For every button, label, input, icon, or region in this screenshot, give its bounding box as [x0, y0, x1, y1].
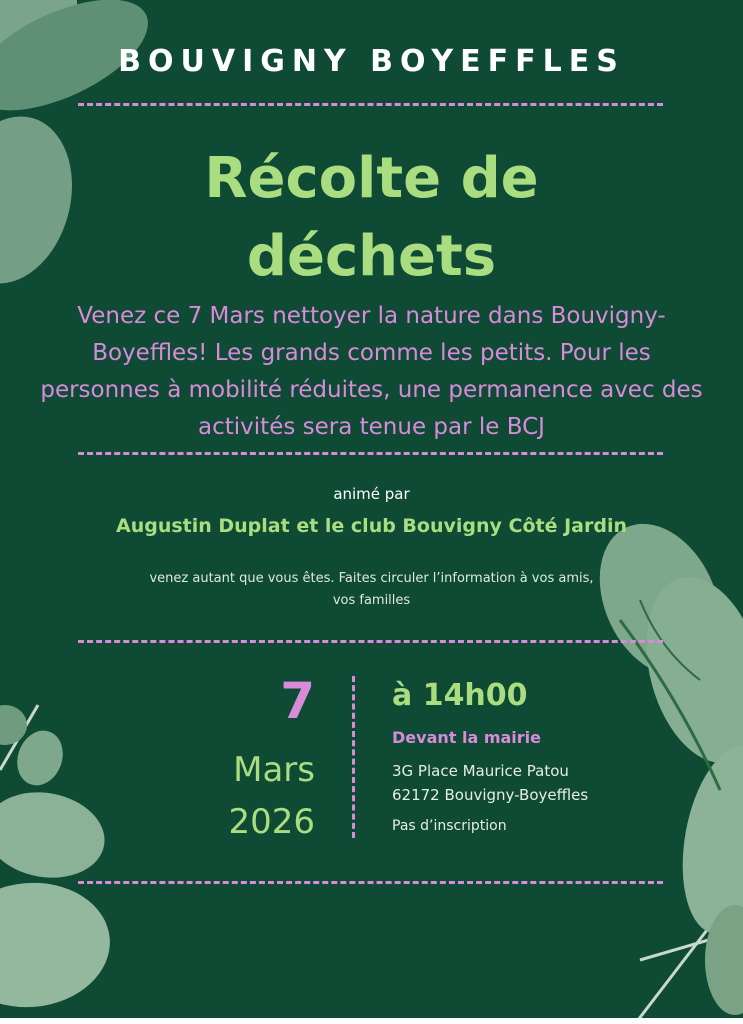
event-time: à 14h00 — [392, 678, 528, 713]
address-line-2: 62172 Bouvigny-Boyeffles — [392, 786, 589, 804]
address-line-1: 3G Place Maurice Patou — [392, 762, 569, 780]
animated-by-label: animé par — [333, 485, 410, 503]
title-line-2: déchets — [246, 224, 497, 289]
invite-line-1: venez autant que vous êtes. Faites circuler l’information à vos amis, — [149, 571, 594, 586]
invite-line-2: vos familles — [332, 593, 411, 608]
divider-bottom — [78, 881, 663, 884]
event-title — [0, 140, 743, 296]
event-month: Mars — [233, 750, 315, 790]
event-intro — [0, 298, 743, 446]
divider-middle — [78, 452, 663, 455]
registration-note: Pas d’inscription — [392, 818, 507, 834]
title-line-1: Récolte de — [204, 146, 539, 211]
eucalyptus-leaves-left — [0, 705, 115, 1014]
intro-line-1: Venez ce 7 Mars nettoyer la nature dans Bouvigny- — [77, 303, 666, 329]
intro-line-3: personnes à mobilité réduites, une permanence avec des — [40, 377, 703, 403]
event-hosts: Augustin Duplat et le club Bouvigny Côté Jardin — [115, 515, 627, 537]
bottom-edge — [0, 1018, 743, 1024]
town-name: BOUVIGNY BOYEFFLES — [118, 44, 625, 79]
intro-line-2: Boyeffles! Les grands comme les petits. Pour les — [92, 340, 651, 366]
event-day: 7 — [280, 672, 315, 730]
divider-top — [78, 103, 663, 106]
event-year: 2026 — [228, 802, 315, 842]
invite-text — [60, 568, 683, 612]
divider-details — [78, 640, 663, 643]
intro-line-4: activités sera tenue par le BCJ — [198, 414, 545, 440]
event-place: Devant la mairie — [392, 728, 541, 747]
vertical-divider — [352, 676, 355, 838]
